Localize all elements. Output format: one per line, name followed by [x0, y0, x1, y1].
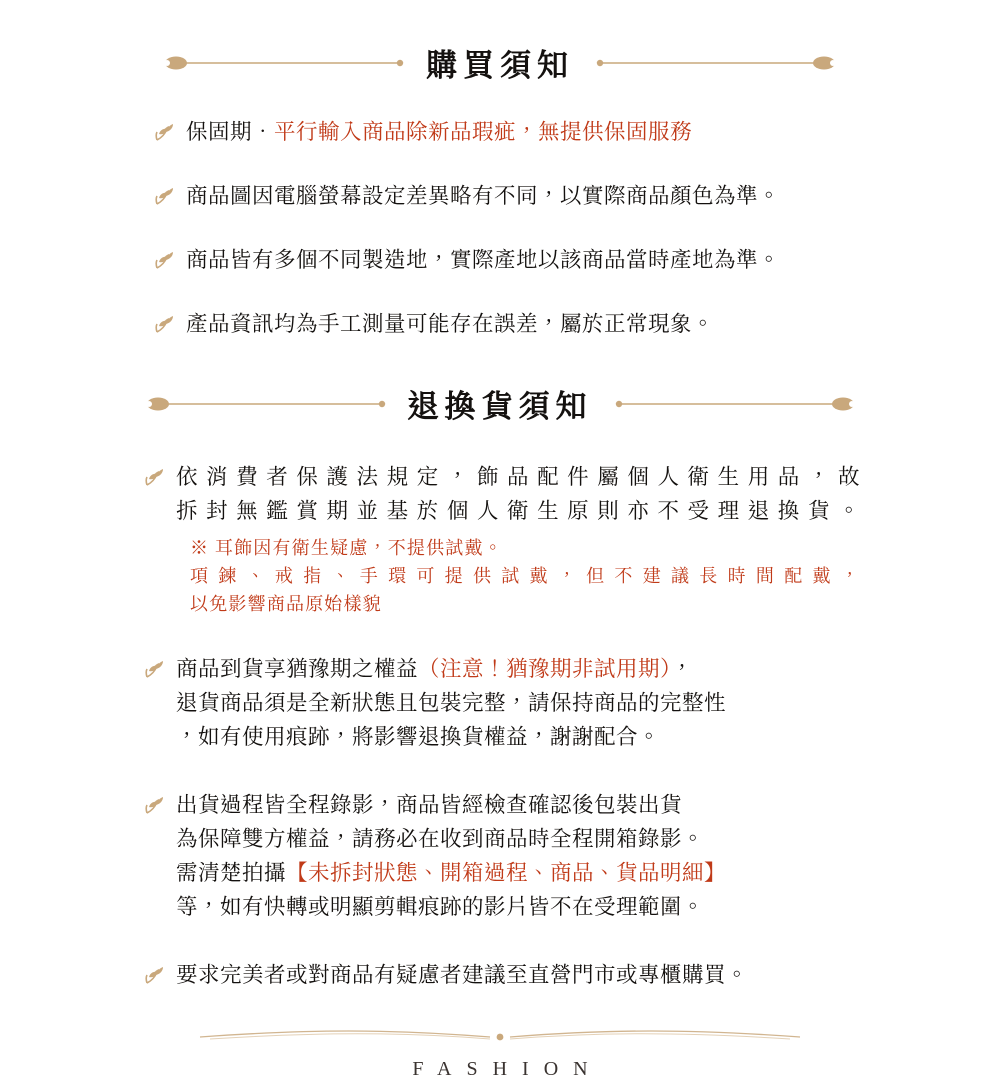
list-item-body: [176, 460, 860, 618]
list-item-body: [186, 307, 850, 341]
note-line: ※ 耳飾因有衛生疑慮，不提供試戴。: [190, 538, 503, 558]
list-item-line: 等，如有快轉或明顯剪輯痕跡的影片皆不在受理範圍。: [176, 895, 705, 919]
list-item-body: [186, 179, 850, 213]
text-segment-red: 平行輸入商品除新品瑕疵，無提供保固服務: [274, 120, 693, 144]
list-item-body: [186, 243, 850, 277]
leaf-bullet-icon: [150, 117, 180, 147]
list-item: [150, 243, 850, 277]
leaf-bullet-icon: [150, 309, 180, 339]
list-item: [140, 958, 860, 992]
text-segment: ，: [671, 657, 694, 681]
list-item-body: [176, 958, 860, 992]
leaf-bullet-icon: [150, 181, 180, 211]
list-item-line: 商品圖因電腦螢幕設定差異略有不同，以實際商品顏色為準。: [186, 184, 781, 208]
list-item-body: [176, 652, 860, 754]
leaf-bullet-icon: [140, 790, 170, 820]
list-item-line: 退貨商品須是全新狀態且包裝完整，請保持商品的完整性: [176, 691, 727, 715]
list-item: [140, 460, 860, 618]
buy-notice-list: [150, 115, 850, 341]
list-item-line: 要求完美者或對商品有疑慮者建議至直營門市或專櫃購買。: [176, 963, 749, 987]
text-segment: 商品到貨享猶豫期之權益: [176, 657, 419, 681]
list-item-line: 拆封無鑑賞期並基於個人衛生原則亦不受理退換貨。: [176, 499, 860, 523]
list-item-line: 出貨過程皆全程錄影，商品皆經檢查確認後包裝出貨: [176, 793, 683, 817]
leaf-bullet-icon: [150, 245, 180, 275]
note-line: 以免影響商品原始樣貌: [190, 594, 382, 614]
text-segment: 需清楚拍攝: [176, 861, 287, 885]
list-item-line: 產品資訊均為手工測量可能存在誤差，屬於正常現象。: [186, 312, 715, 336]
list-item-line: [176, 856, 860, 890]
list-item-line: 商品皆有多個不同製造地，實際產地以該商品當時產地為準。: [186, 248, 781, 272]
buy-notice-section: [0, 40, 1000, 341]
text-segment-red: 【未拆封狀態、開箱過程、商品、貨品明細】: [286, 861, 727, 885]
list-item: [140, 788, 860, 924]
list-item-line: ，如有使用痕跡，將影響退換貨權益，謝謝配合。: [176, 725, 661, 749]
leaf-bullet-icon: [140, 462, 170, 492]
list-item: [150, 179, 850, 213]
return-notice-title: 退換貨須知: [407, 389, 593, 424]
list-item-line: 依消費者保護法規定，飾品配件屬個人衛生用品，故: [176, 465, 860, 489]
list-item-line: 為保障雙方權益，請務必在收到商品時全程開箱錄影。: [176, 827, 705, 851]
footer-ornament-icon: [190, 1026, 810, 1048]
leaf-bullet-icon: [140, 960, 170, 990]
list-item: [140, 652, 860, 754]
ornament-rule-right-icon: [611, 395, 857, 413]
list-item-body: [176, 788, 860, 924]
list-item: [150, 115, 850, 149]
buy-notice-title: 購買須知: [426, 48, 574, 83]
list-item: [150, 307, 850, 341]
list-item-line: [186, 115, 850, 149]
text-segment: 保固期‧: [186, 120, 275, 144]
list-item-line: [176, 652, 860, 686]
leaf-bullet-icon: [140, 654, 170, 684]
footer-brand-word: FASHION: [412, 1058, 603, 1080]
ornament-rule-left-icon: [144, 395, 390, 413]
text-segment-red: （注意！猶豫期非試用期）: [418, 657, 672, 681]
buy-notice-heading: [70, 40, 930, 85]
ornament-rule-right-icon: [592, 54, 838, 72]
list-item-body: [186, 115, 850, 149]
page-footer: [0, 1026, 1000, 1081]
section-spacer: [0, 341, 1000, 381]
return-notice-list: [140, 460, 860, 992]
return-notice-heading: [70, 381, 930, 426]
list-item-note: [190, 534, 860, 618]
ornament-rule-left-icon: [162, 54, 408, 72]
note-line: 項鍊、戒指、手環可提供試戴，但不建議長時間配戴，: [190, 566, 860, 586]
return-notice-section: [0, 381, 1000, 992]
